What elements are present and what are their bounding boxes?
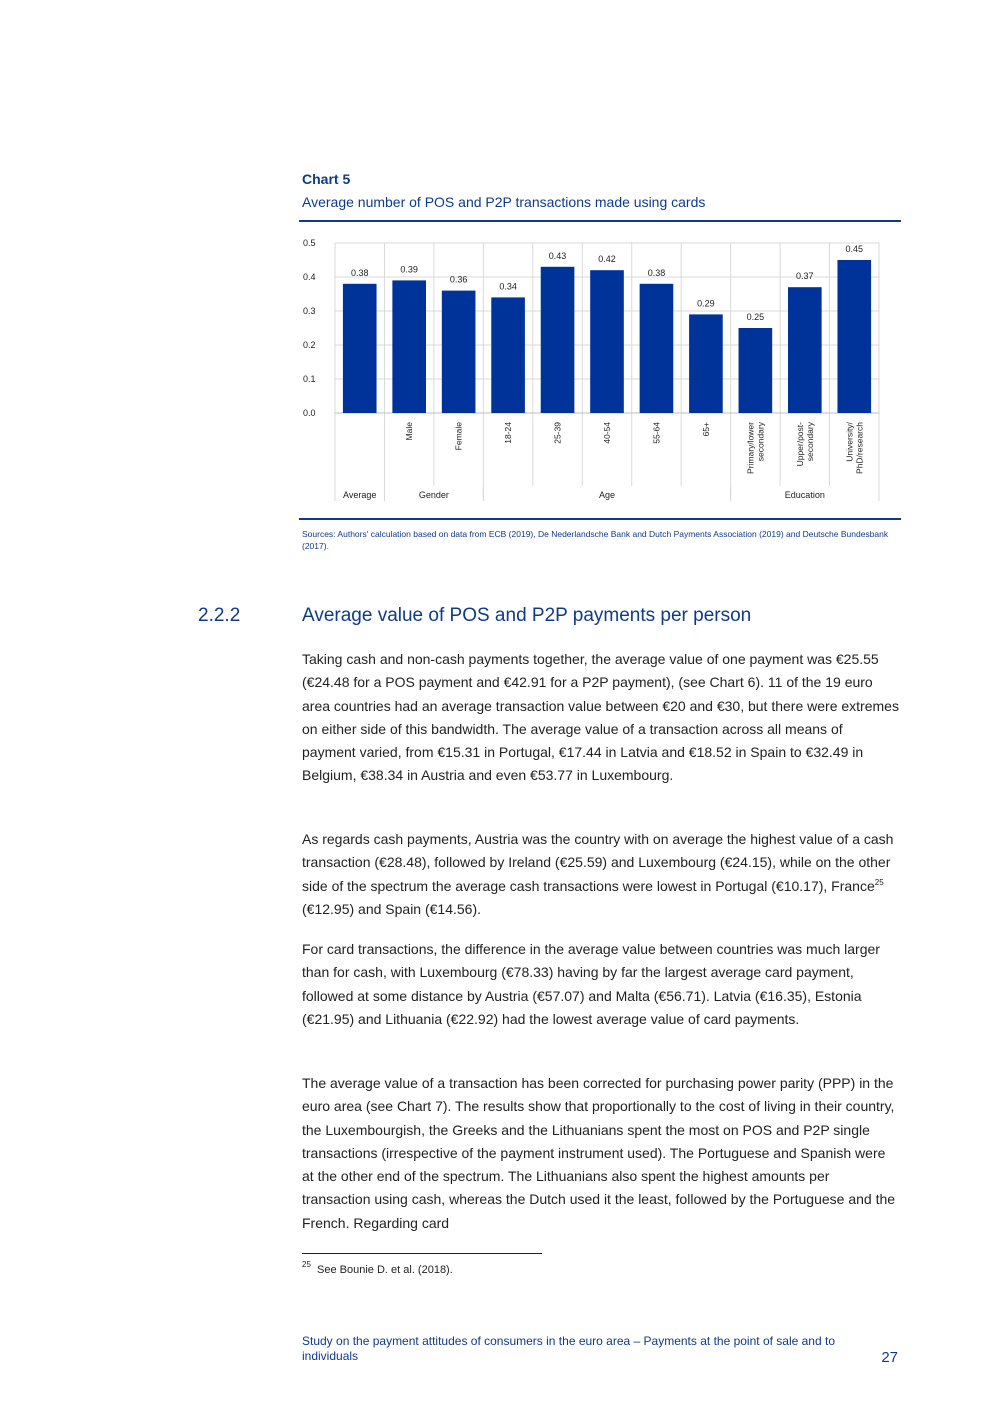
footnote	[302, 1260, 453, 1276]
bar-value-label: 0.38	[647, 267, 666, 278]
paragraph-2-text: As regards cash payments, Austria was the country with on average the highest value of a cash transaction (€28.48), followed by Ireland (€25.59) and Luxembourg (€24.15), while on the other side of the spectrum the average cash transactions were lowest in Portugal (€10.17), France	[302, 831, 894, 894]
group-label: Average	[343, 490, 377, 500]
x-category-label: Upper/post-	[794, 422, 805, 467]
bar	[788, 287, 822, 413]
bar-value-label: 0.29	[697, 298, 715, 309]
x-category-label: 65+	[700, 422, 711, 437]
footnote-rule	[302, 1253, 542, 1254]
footer-text: Study on the payment attitudes of consumers in the euro area – Payments at the point of sale and to individuals	[302, 1334, 835, 1363]
x-category-label: secondary	[804, 422, 815, 462]
x-category-label: 40-54	[602, 422, 612, 444]
footnote-text: See Bounie D. et al. (2018).	[317, 1264, 453, 1276]
x-category-label: secondary	[755, 422, 766, 462]
bar-value-label: 0.45	[845, 244, 864, 254]
bar	[837, 260, 871, 413]
paragraph-3: For card transactions, the difference in the average value between countries was much larger than for cash, with Luxembourg (€78.33) having by far the largest average card payment, followed at some distance by Austria (€57.07) and Malta (€56.71). Latvia (€16.35), Estonia (€21.95) and Lithuania (€22.92) had the lowest average value of card payments.	[302, 941, 880, 1027]
section-number: 2.2.2	[198, 605, 241, 626]
bar-value-label: 0.43	[548, 250, 567, 261]
bar-value-label: 0.38	[350, 267, 369, 278]
chart-label: Chart 5	[302, 171, 351, 187]
bar-value-label: 0.34	[499, 281, 517, 292]
bar-value-label: 0.25	[746, 312, 765, 322]
x-category-label: 18-24	[503, 422, 514, 444]
bar	[739, 328, 773, 413]
paragraph-2	[302, 828, 900, 921]
group-label: Gender	[418, 490, 449, 500]
section-title: Average value of POS and P2P payments per person	[302, 605, 752, 626]
bar-value-label: 0.37	[796, 271, 814, 282]
bar	[541, 267, 575, 413]
chart-top-rule	[299, 220, 901, 222]
paragraph-4: The average value of a transaction has been corrected for purchasing power parity (PPP) in the euro area (see Chart 7). The results show that proportionally to the cost of living in their country, the Luxembourgish, the Greeks and the Lithuanians spent the most on POS and P2P single transactions (irrespective of the payment instrument used). The Portuguese and Spanish were at the other end of the spectrum. The Lithuanians also spent the highest amounts per transaction using cash, whereas the Dutch used it the least, followed by the Portuguese and the French. Regarding card	[302, 1075, 896, 1231]
bar	[491, 297, 525, 413]
paragraph-1: Taking cash and non-cash payments together, the average value of one payment was €25.55 (€24.48 for a POS payment and €42.91 for a P2P payment), (see Chart 6). 11 of the 19 euro area countries had an average transaction value between €20 and €30, but there were extremes on either side of this bandwidth. The average value of a transaction across all means of payment varied, from €15.31 in Portugal, €17.44 in Latvia and €18.52 in Spain to €32.49 in Belgium, €38.34 in Austria and even €53.77 in Luxembourg.	[302, 651, 899, 784]
bar-value-label: 0.36	[449, 274, 468, 285]
bar	[343, 284, 377, 413]
bar	[442, 291, 476, 413]
bar-value-label: 0.42	[598, 254, 616, 265]
x-category-label: University/	[844, 422, 855, 462]
bar-value-label: 0.39	[400, 264, 418, 275]
x-category-label: Female	[453, 422, 464, 451]
bar	[590, 270, 624, 413]
y-tick-label: 0.3	[303, 306, 316, 316]
bar	[392, 280, 426, 413]
y-tick-label: 0.0	[303, 408, 316, 418]
group-label: Education	[784, 490, 825, 500]
x-category-label: 55-64	[651, 422, 662, 444]
bar-chart	[299, 228, 901, 508]
bar	[689, 314, 723, 413]
y-tick-label: 0.5	[303, 238, 316, 248]
y-tick-label: 0.4	[303, 272, 316, 282]
y-tick-label: 0.1	[303, 374, 316, 384]
y-tick-label: 0.2	[303, 340, 316, 350]
page-number: 27	[881, 1349, 898, 1366]
footnote-reference[interactable]: 25	[874, 877, 884, 887]
x-category-label: 25-39	[552, 422, 563, 444]
x-category-label: Male	[404, 422, 415, 441]
bar	[640, 284, 674, 413]
paragraph-2-text-end: (€12.95) and Spain (€14.56).	[302, 900, 482, 917]
group-label: Age	[598, 490, 616, 500]
x-category-label: PhD/research	[854, 422, 865, 474]
chart-bottom-rule	[299, 518, 901, 520]
footnote-number: 25	[302, 1260, 311, 1269]
chart-source: Sources: Authors' calculation based on data from ECB (2019), De Nederlandsche Bank and Dutch Payments Association (2019) and Deutsche Bundesbank (2017).	[302, 529, 889, 551]
chart-title: Average number of POS and P2P transactions made using cards	[302, 194, 706, 210]
x-category-label: Primary/lower	[745, 422, 756, 474]
